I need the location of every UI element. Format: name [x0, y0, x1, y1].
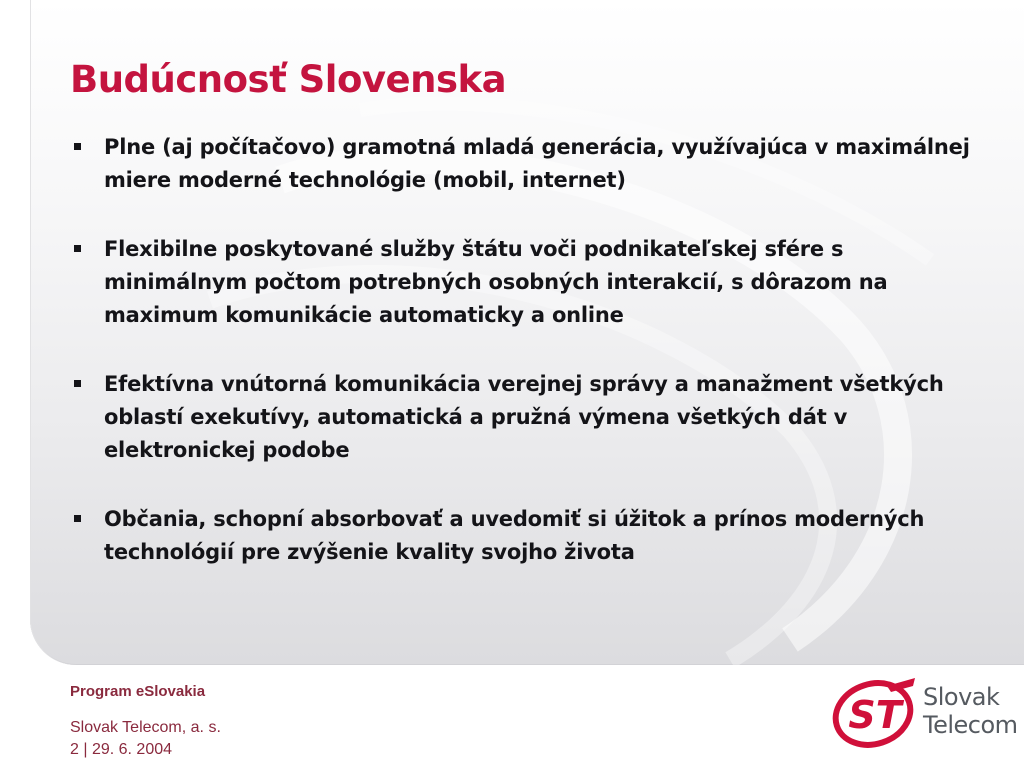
bullet-text: Plne (aj počítačovo) gramotná mladá generácia, využívajúca v maximálnej miere moderné technológie (mobil, internet) [104, 135, 970, 192]
slovak-telecom-logo [829, 674, 1019, 754]
footer-company-name: Slovak Telecom, a. s. [70, 719, 221, 736]
bullet-item [70, 503, 990, 569]
logo-mark-text: ST [848, 693, 902, 737]
logo-word-telecom: Telecom [923, 711, 1018, 739]
square-bullet-icon [74, 245, 81, 252]
square-bullet-icon [74, 515, 81, 522]
square-bullet-icon [74, 380, 81, 387]
bullet-item [70, 233, 990, 332]
st-logo-icon [829, 674, 919, 754]
logo-word-slovak: Slovak [923, 683, 1000, 711]
bullet-item [70, 368, 990, 467]
footer-program-name: Program eSlovakia [70, 683, 206, 700]
bullet-text: Občania, schopní absorbovať a uvedomiť si úžitok a prínos moderných technológií pre zvýšenie kvality svojho života [104, 507, 925, 564]
slide-title: Budúcnosť Slovenska [70, 58, 507, 101]
bullet-item [70, 131, 990, 197]
bullet-list [70, 131, 990, 605]
footer-page-info: 2 | 29. 6. 2004 [70, 741, 173, 758]
square-bullet-icon [74, 143, 81, 150]
bullet-text: Flexibilne poskytované služby štátu voči podnikateľskej sfére s minimálnym počtom potrebných osobných interakcií, s dôrazom na maximum komunikácie automaticky a online [104, 237, 888, 327]
bullet-text: Efektívna vnútorná komunikácia verejnej správy a manažment všetkých oblastí exekutívy, automatická a pružná výmena všetkých dát v elektronickej podobe [104, 372, 944, 462]
